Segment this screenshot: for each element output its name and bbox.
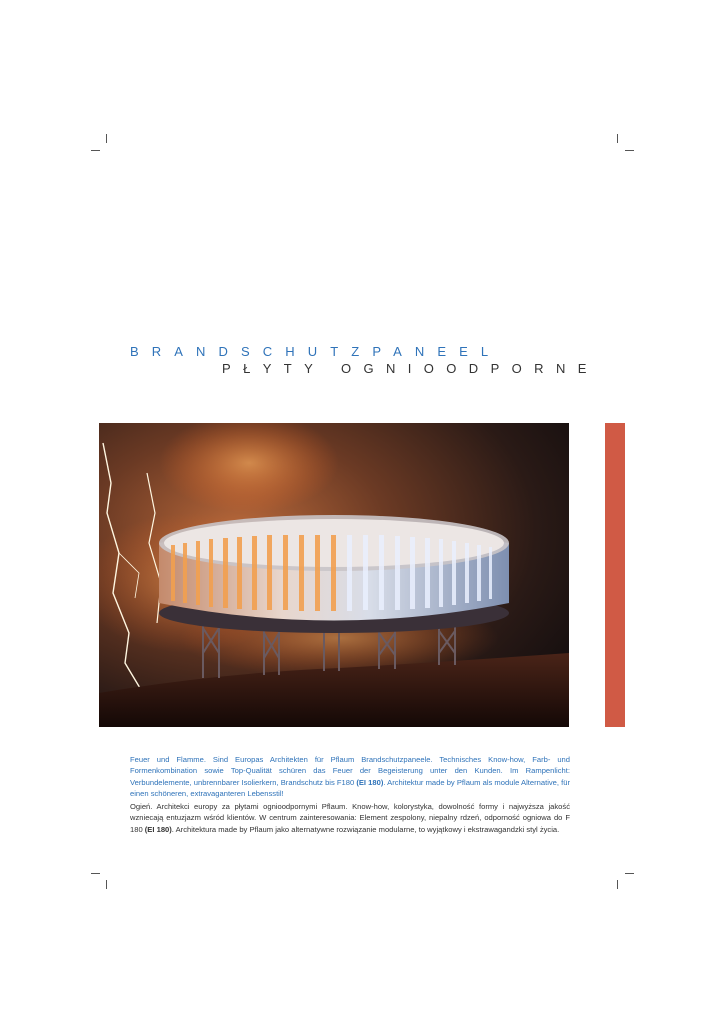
crop-mark-top-left-h: [91, 150, 100, 151]
body-pl-part2: . Architektura made by Pflaum jako alternatywne rozwiązanie modularne, to wyjątkowy i ekstrawagandzki styl życia.: [171, 824, 560, 834]
crop-mark-bottom-right-h: [625, 873, 634, 874]
accent-bar: [605, 423, 625, 727]
title-polish: PŁYTY OGNIOODPORNE: [222, 361, 599, 376]
building-illustration: [99, 423, 569, 727]
body-pl-part1: Ogień. Architekci europy za płytami ognioodpornymi Pflaum. Know-how, kolorystyka, dowolność formy i najwyższa jakość wzniecają entuzjazm wśród klientów. W centrum zainteresowania: Element zespolony, niepalny rdzeń, odporność ogniowa do F 180: [130, 802, 570, 834]
crop-mark-top-right-v: [617, 134, 618, 143]
body-de-bold: (EI 180): [356, 777, 384, 787]
body-text-german: [130, 754, 570, 800]
body-pl-bold: (EI 180): [144, 824, 172, 834]
crop-mark-bottom-right-v: [617, 880, 618, 889]
crop-mark-top-right-h: [625, 150, 634, 151]
title-german: BRANDSCHUTZPANEEL: [130, 344, 502, 359]
building-photo: [99, 423, 569, 727]
crop-mark-bottom-left-v: [106, 880, 107, 889]
body-de-part1: Feuer und Flamme. Sind Europas Architekten für Pflaum Brandschutzpaneele. Technisches Know-how, Farb- und Formenkombination sowie Top-Qualität schüren das Feuer der Begeisterung unter den Kunden. Im Rampenlicht: Verbundelemente, unbrennbarer Isolierkern, Brandschutz bis F180: [130, 755, 570, 787]
body-de-part2: . Architektur made by Pflaum als module Alternative, für einen schöneren, extravaganteren Lebensstil!: [130, 777, 570, 799]
crop-mark-bottom-left-h: [91, 873, 100, 874]
body-text-polish: [130, 801, 570, 835]
crop-mark-top-left-v: [106, 134, 107, 143]
